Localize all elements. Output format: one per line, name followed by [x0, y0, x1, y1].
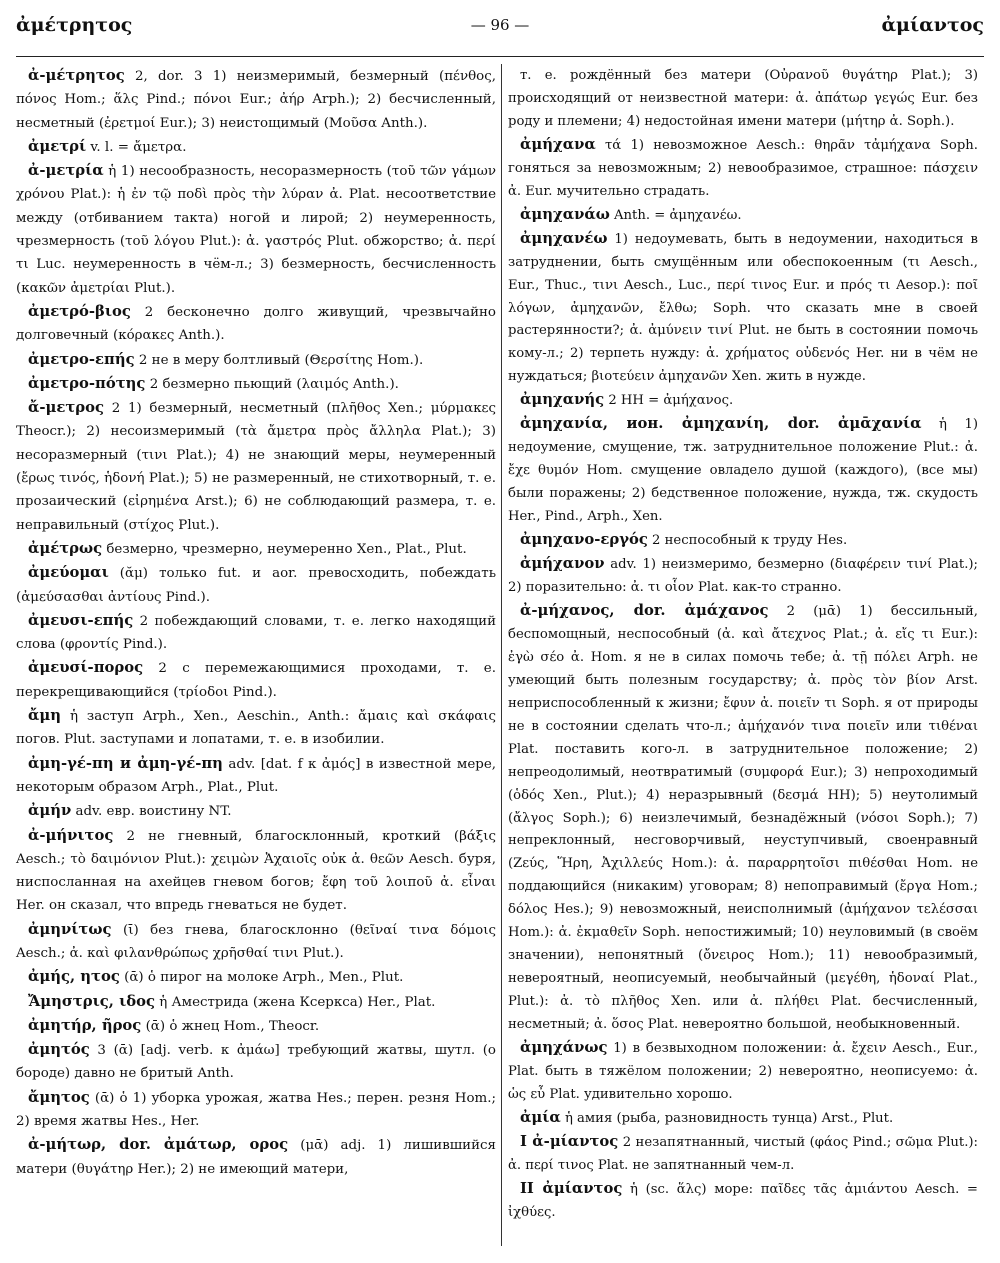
entry-headword: ἀμευσί-πορος — [28, 659, 144, 677]
entry-headword: Ἄμηστρις, ιδος — [28, 992, 155, 1010]
entry-headword: II ἀμίαντος — [520, 1179, 623, 1197]
dictionary-entry — [508, 204, 978, 228]
entry-headword: ἀμητήρ, ῆρος — [28, 1016, 142, 1034]
dictionary-entry — [16, 135, 496, 159]
entry-headword: ἄμητος — [28, 1088, 90, 1106]
dictionary-entry — [16, 372, 496, 396]
dictionary-entry — [16, 396, 496, 537]
entry-headword: ἀμήχανον — [520, 555, 605, 573]
entry-definition: adv. [dat. f к ἀμός] в известной мере, некоторым образом Arph., Plat., Plut. — [16, 756, 496, 795]
entry-definition: 2 с перемежающимися проходами, т. е. перекрещивающийся (τρίοδοι Pind.). — [16, 661, 496, 700]
dictionary-entry — [16, 561, 496, 609]
entry-headword: ἀμήν — [28, 802, 72, 820]
entry-definition: 2, dor. 3 1) неизмеримый, безмерный (πένθος, πόνος Hom.; ἅλς Pind.; πόνοι Eur.; ἀήρ Arph.); 2) бесчисленный, несметный (ἐρετμοί Eur.); 3) неистощимый (Μοῦσα Anth.). — [16, 69, 496, 131]
dictionary-entry — [16, 752, 496, 800]
entry-headword: ἀμητός — [28, 1041, 90, 1059]
entry-definition: 2 побеждающий словами, т. е. легко находящий слова (φροντίς Pind.). — [16, 613, 496, 653]
entry-definition: (ᾱ) ὁ пирог на молоке Arph., Men., Plut. — [119, 970, 404, 986]
entry-definition: v. l. = ἄμετρα. — [86, 139, 187, 155]
entry-definition: (ᾱ) ὁ жнец Hom., Theocr. — [141, 1018, 320, 1034]
entry-definition: 1) недоумевать, быть в недоумении, находиться в затруднении, быть смущённым или обеспокоенным (τι Aesch., Eur., Thuc., τινι Aesch., Luc., περί τινος Eur. и πρός τι Aesop.): ποῖ λόγων, ἀμηχανῶν, ἔλθω; Soph. что сказать мне в своей растерянности?; ἀ. ἀμύνειν τινί Plut. не быть в состоянии помочь кому-л.; 2) терпеть нужду: ἀ. χρήματος οὐδενός Her. ни в чём не нуждаться; βιοτεύειν ἀμηχανῶν Xen. жить в нужде. — [508, 231, 978, 385]
entry-definition: безмерно, чрезмерно, неумеренно Xen., Plat., Plut. — [102, 541, 467, 557]
entry-headword: ἀμηχανέω — [520, 229, 608, 247]
entry-headword: I ἀ-μίαντος — [520, 1132, 619, 1150]
dictionary-entry — [16, 159, 496, 300]
dictionary-entry — [16, 918, 496, 966]
entry-definition: 2 незапятнанный, чистый (φάος Pind.; σῶμα Plut.): ἀ. περί τινος Plat. не запятнанный чем-л. — [508, 1134, 978, 1173]
entry-definition: ἡ заступ Arph., Xen., Aeschin., Anth.: ἄμαις καὶ σκάφαις погов. Plut. заступами и лопатами, т. е. в изобилии. — [16, 709, 496, 748]
entry-definition: (ᾱ) ὁ 1) уборка урожая, жатва Hes.; перен. резня Hom.; 2) время жатвы Hes., Her. — [16, 1090, 496, 1130]
dictionary-entry — [16, 656, 496, 704]
entry-headword: ἀ-μήτωρ, dor. ἀμάτωρ, ορος — [28, 1136, 289, 1154]
entry-headword: ἀμηχάνως — [520, 1039, 608, 1057]
dictionary-entry — [508, 1131, 978, 1178]
entry-headword: ἀμετρο-πότης — [28, 374, 146, 392]
entry-definition: adv. евр. воистину NT. — [71, 804, 232, 820]
entry-headword: ἀμέτρως — [28, 539, 103, 557]
entry-headword: ἀμηχανο-εργός — [520, 531, 648, 549]
entry-definition: 2 не гневный, благосклонный, кроткий (βάξις Aesch.; τὸ δαιμόνιον Plut.): χειμὼν Ἀχαιοῖς οὐκ ἀ. θεῶν Aesch. буря, ниспосланная на ахейцев гневом богов; ἔφη τοῦ λοιποῦ ἀ. εἶναι Her. он сказал, что впредь гневаться не будет. — [16, 828, 496, 914]
entry-definition: 2 безмерно пьющий (λαιμός Anth.). — [145, 376, 399, 392]
dictionary-entry — [508, 134, 978, 204]
dictionary-entry — [508, 1037, 978, 1107]
running-head-left: ἀμέτρητος — [16, 14, 133, 36]
entry-definition: 1) в безвыходном положении: ἀ. ἔχειν Aesch., Eur., Plat. быть в тяжёлом положении; 2) невероятно, неописуемо: ἀ. ὡς εὖ Plat. удивительно хорошо. — [508, 1041, 978, 1102]
header-rule — [16, 56, 984, 57]
entry-headword: ἀμετρί — [28, 137, 87, 155]
entry-headword: ἀμεύομαι — [28, 564, 109, 582]
dictionary-entry — [508, 389, 978, 413]
page-number: — 96 — — [470, 16, 530, 34]
entry-definition: 2 не в меру болтливый (Θερσίτης Hom.). — [134, 352, 424, 368]
dictionary-entry — [508, 64, 978, 134]
dictionary-entry — [16, 824, 496, 918]
left-column — [16, 64, 496, 1181]
entry-headword: ἀμηνίτως — [28, 920, 112, 938]
entry-headword: ἀμηχανής — [520, 391, 605, 409]
dictionary-entry — [16, 348, 496, 372]
entry-definition: Anth. = ἀμηχανέω. — [609, 207, 742, 223]
entry-definition: 2 неспособный к труду Hes. — [647, 533, 848, 549]
entry-headword: ἀμη-γέ-πη и ἀμη-γέ-πη — [28, 754, 223, 772]
running-head-right: ἀμίαντος — [881, 14, 984, 36]
dictionary-entry — [16, 799, 496, 823]
entry-headword: ἀ-μετρία — [28, 162, 104, 180]
entry-headword: ἀμηχανία, ион. ἀμηχανίη, dor. ἀμᾱχανία — [520, 415, 922, 433]
dictionary-entry — [16, 965, 496, 989]
dictionary-entry — [16, 64, 496, 135]
dictionary-entry — [16, 1014, 496, 1038]
entry-definition: τά 1) невозможное Aesch.: θηρᾶν τἀμήχανα Soph. гоняться за невозможным; 2) невообразимое, страшное: πάσχειν ἀ. Eur. мучительно страдать. — [508, 137, 978, 199]
entry-definition: ἡ (sc. ἅλς) море: παῖδες τᾶς ἀμιάντου Aesch. = ἰχθύες. — [508, 1181, 978, 1220]
entry-definition: (μᾱ) adj. 1) лишившийся матери (θυγάτηρ Her.); 2) не имеющий матери, — [16, 1138, 496, 1177]
entry-definition: (ᾰμ) только fut. и aor. превосходить, побеждать (ἀμεύσασθαι ἀντίους Pind.). — [16, 566, 496, 605]
entry-headword: ἀμία — [520, 1108, 561, 1126]
entry-headword: ἀ-μήνιτος — [28, 826, 114, 844]
dictionary-entry — [508, 553, 978, 600]
entry-headword: ἄ-μετρος — [28, 399, 105, 417]
dictionary-entry — [16, 537, 496, 561]
entry-headword: ἀ-μήχανος, dor. ἀμάχανος — [520, 601, 769, 619]
dictionary-entry — [508, 1178, 978, 1225]
entry-definition: 2 HH = ἀμήχανος. — [604, 393, 734, 409]
entry-definition: adv. 1) неизмеримо, безмерно (διαφέρειν τινί Plat.); 2) поразительно: ἀ. τι οἷον Plat. как-то странно. — [508, 557, 978, 595]
dictionary-entry — [508, 413, 978, 529]
right-column — [508, 64, 978, 1225]
entry-definition: ἡ 1) несообразность, несоразмерность (τοῦ τῶν γάμων χρόνου Plat.): ἡ ἐν τῷ ποδὶ πρὸς τὴν λύραν ἀ. Plat. несоответствие между (отбиванием такта) ногой и лирой; 2) неумеренность, чрезмерность (τοῦ λόγου Plut.): ἀ. γαστρός Plut. обжорство; ἀ. περί τι Luc. неумеренность в чём-л.; 3) безмерность, бесчисленность (κακῶν ἀμετρίαι Plut.). — [16, 164, 496, 296]
dictionary-entry — [16, 609, 496, 657]
entry-definition: 2 1) безмерный, несметный (πλῆθος Xen.; μύρμακες Theocr.); 2) несоизмеримый (τὰ ἄμετρα πρὸς ἄλληλα Plat.); 3) несоразмерный (τινι Plat.); 4) не знающий меры, неумеренный (ἔρως τινός, ἡδονή Plat.); 5) не размеренный, не стихотворный, т. е. прозаический (εἰρημένα Arst.); 6) не соблюдающий размера, т. е. неправильный (στίχος Plut.). — [16, 401, 496, 533]
entry-definition: т. е. рождённый без матери (Οὐρανοῦ θυγάτηρ Plat.); 3) происходящий от неизвестной матери: ἀ. ἀπάτωρ γεγώς Eur. без роду и племени; 4) недостойная имени матери (μήτηρ ἀ. Soph.). — [508, 68, 978, 129]
dictionary-entry — [16, 300, 496, 348]
entry-headword: ἀ-μέτρητος — [28, 67, 125, 84]
column-divider — [501, 64, 502, 1246]
entry-definition: 2 (μᾱ) 1) бессильный, беспомощный, неспособный (ἀ. καὶ ἄτεχνος Plat.; ἀ. εἴς τι Eur.): ἐγὼ σέο ἀ. Hom. я не в силах помочь тебе; ἀ. τῇ πόλει Arph. не умеющий быть полезным государству; ἀ. πρὸς τὸν βίον Arst. неприспособленный к жизни; ἔφυν ἀ. ποιεῖν τι Soph. я от природы не в состоянии сделать что-л.; ἀμήχανόν τινα ποιεῖν или τιθέναι Plat. поставить кого-л. в затруднительное положение; 2) непреодолимый, неотвратимый (συμφορά Eur.); 3) непроходимый (ὁδός Xen., Plut.); 4) неразрывный (δεσμά HH); 5) неутолимый (ἄλγος Soph.); 6) неизлечимый, безнадёжный (νόσοι Soph.); 7) непреклонный, несговорчивый, неуступчивый, своенравный (Ζεύς, Ἥρη, Ἀχιλλεύς Hom.): ἀ. παραρρητοῖσι πιθέσθαι Hom. не поддающийся (никаким) уговорам; 8) непоправимый (ἔργα Hom.; δόλος Hes.); 9) невозможный, неисполнимый (ἀμήχανον τελέσσαι Hom.): ἀ. ἐκμαθεῖν Soph. непостижимый; 10) неуловимый (в своём значении), непонятный (ὄνειρος Hom.); 11) невообразимый, невероятный, неописуемый, необычайный (μεγέθη, ἡδοναί Plat., Plut.): ἀ. τὸ πλῆθος Xen. или ἀ. πλήθει Plat. бесчисленный, несметный; ἀ. ὅσος Plat. невероятно большой, необыкновенный. — [508, 603, 978, 1033]
entry-headword: ἀμευσι-επής — [28, 611, 134, 629]
entry-definition: 2 бесконечно долго живущий, чрезвычайно долговечный (κόρακες Anth.). — [16, 304, 496, 344]
dictionary-entry — [16, 990, 496, 1014]
dictionary-entry — [508, 1107, 978, 1131]
dictionary-entry — [16, 704, 496, 752]
dictionary-entry — [508, 228, 978, 390]
entry-definition: (ῑ) без гнева, благосклонно (θεῖναί τινα δόμοις Aesch.; ἀ. καὶ φιλανθρώπως χρῆσθαί τινι Plut.). — [16, 922, 496, 961]
entry-definition: 3 (ᾱ) [adj. verb. к ἀμάω] требующий жатвы, шутл. (о бороде) давно не бритый Anth. — [16, 1043, 496, 1082]
dictionary-entry — [508, 600, 978, 1037]
entry-definition: ἡ 1) недоумение, смущение, тж. затруднительное положение Plut.: ἀ. ἔχε θυμόν Hom. смущение овладело душой (каждого), (все мы) были поражены; 2) бедственное положение, нужда, тж. скудость Her., Pind., Arph., Xen. — [508, 417, 979, 525]
entry-headword: ἀμηχανάω — [520, 205, 610, 223]
dictionary-entry — [16, 1086, 496, 1134]
entry-headword: ἀμήχανα — [520, 135, 596, 153]
entry-definition: ἡ амия (рыба, разновидность тунца) Arst., Plut. — [560, 1110, 894, 1126]
dictionary-entry — [16, 1038, 496, 1086]
page-header — [16, 14, 984, 42]
entry-headword: ἀμής, ητος — [28, 968, 120, 986]
entry-definition: ἡ Аместрида (жена Ксеркса) Her., Plat. — [154, 994, 436, 1010]
entry-headword: ἀμετρο-επής — [28, 350, 135, 368]
dictionary-entry — [16, 1133, 496, 1181]
entry-headword: ἀμετρό-βιος — [28, 302, 131, 320]
dictionary-entry — [508, 529, 978, 553]
entry-headword: ἄμη — [28, 707, 61, 725]
